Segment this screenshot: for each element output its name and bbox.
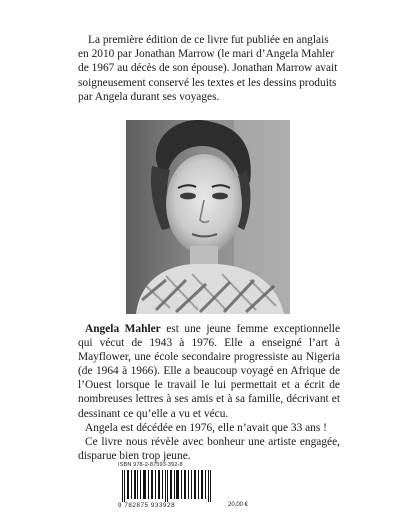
intro-text: La première édition de ce livre fut publiée en anglais en 2010 par Jonathan Marrow (le mari d’Angela Mahler de 1967 au décès de son épouse). Jonathan Marrow avait soigneusement conservé les textes et les dessins produits par Angela durant ses voyages. (78, 34, 338, 103)
barcode-block (118, 462, 268, 510)
price-label: 20,00 € (228, 502, 249, 508)
intro-paragraph (78, 33, 340, 104)
author-portrait (126, 120, 290, 314)
bio-paragraph-3-text: Ce livre nous révèle avec bonheur une artiste engagée, disparue bien trop jeune. (78, 435, 340, 462)
biography (78, 322, 340, 463)
bio-paragraph-1 (78, 322, 340, 421)
barcode-icon (118, 470, 218, 502)
bio-paragraph-3 (78, 435, 340, 463)
author-name: Angela Mahler (85, 323, 161, 335)
ean-number: 9 782875 933928 (118, 502, 176, 509)
bio-paragraph-2 (78, 421, 340, 435)
isbn-label: ISBN 978-2-87593-392-8 (118, 462, 183, 468)
bio-paragraph-1-text: est une jeune femme exceptionnelle qui vécut de 1943 à 1976. Elle a enseigné l’art à Mayflower, une école secondaire progressiste au Nigeria (de 1964 à 1966). Elle a beaucoup voyagé en Afrique de l’Ouest lorsque le travail le lui permettait et a écrit de nombreuses lettres à ses amis et à sa famille, décrivant et dessinant ce qu’elle a vu et vécu. (78, 323, 341, 420)
bio-paragraph-2-text: Angela est décédée en 1976, elle n’avait que 33 ans ! (85, 421, 327, 434)
